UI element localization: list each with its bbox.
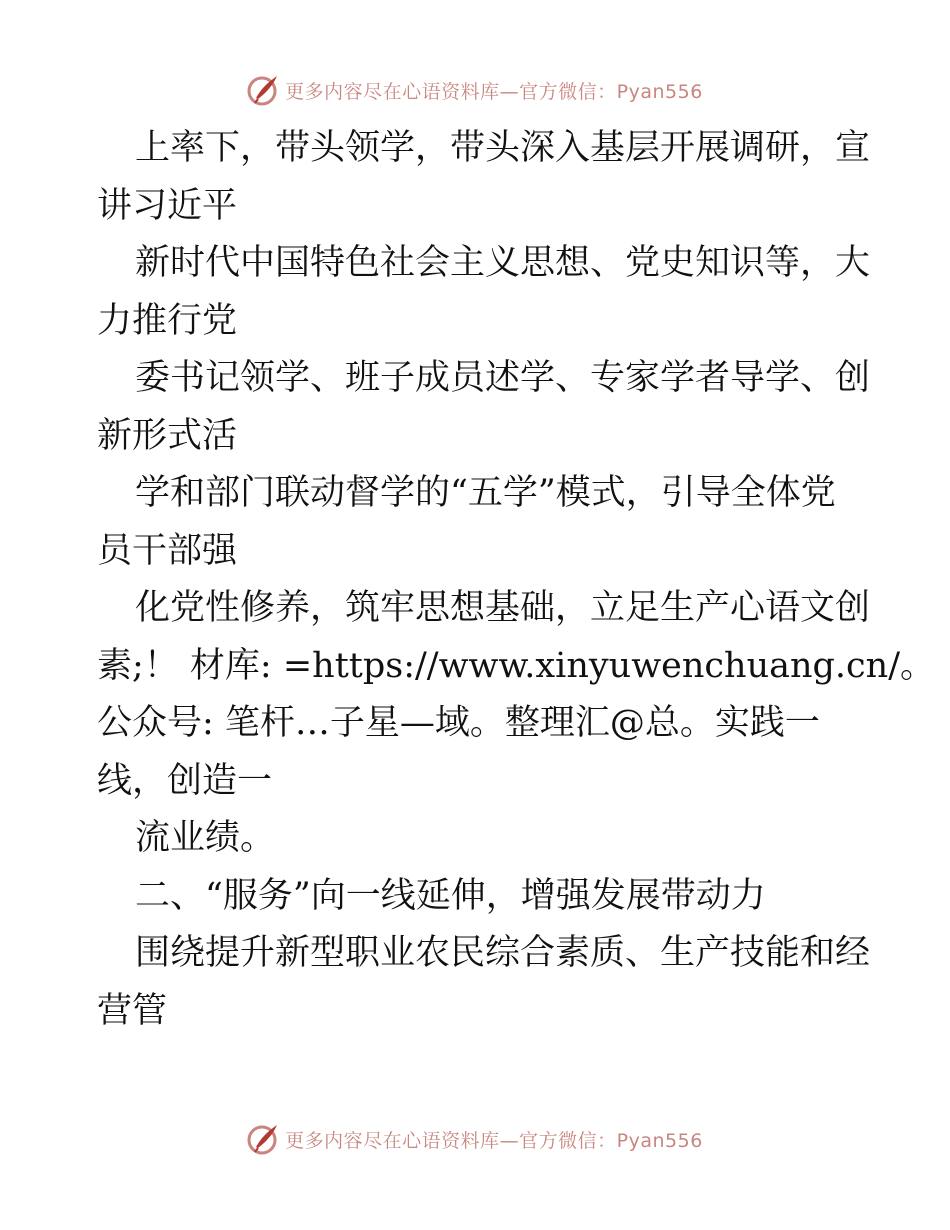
text-line: 线，创造一: [97, 760, 273, 801]
text-line: 流业绩。: [135, 818, 276, 858]
text-line: 新形式活: [97, 415, 238, 456]
text-line: 力推行党: [97, 300, 238, 341]
text-line: 上率下，带头领学，带头深入基层开展调研，宣: [135, 128, 871, 168]
watermark-text: 更多内容尽在心语资料库—官方微信：Pyan556: [285, 80, 703, 103]
watermark-text: 更多内容尽在心语资料库—官方微信：Pyan556: [285, 1129, 703, 1152]
text-line: 公众号: 笔杆…子星—域。整理汇@总。实践一: [97, 703, 820, 743]
quill-logo-icon: [247, 73, 281, 107]
header-watermark: [0, 72, 950, 108]
text-line: 委书记领学、班子成员述学、专家学者导学、创: [135, 358, 871, 398]
text-line: 学和部门联动督学的“五学”模式，引导全体党: [135, 473, 836, 513]
text-line: 讲习近平: [97, 185, 238, 226]
text-line: 素;！ 材库: =https://www.xinyuwenchuang.cn/。: [97, 645, 935, 686]
text-line: 二、“服务”向一线延伸，增强发展带动力: [135, 875, 766, 916]
text-line: 化党性修养，筑牢思想基础，立足生产心语文创: [135, 588, 871, 628]
text-line: 营管: [97, 990, 168, 1031]
quill-logo-icon: [247, 1122, 281, 1156]
footer-watermark: [0, 1121, 950, 1157]
text-line: 新时代中国特色社会主义思想、党史知识等，大: [135, 243, 871, 283]
document-body: [97, 120, 935, 1040]
text-line: 围绕提升新型职业农民综合素质、生产技能和经: [135, 933, 871, 973]
text-line: 员干部强: [97, 530, 238, 571]
